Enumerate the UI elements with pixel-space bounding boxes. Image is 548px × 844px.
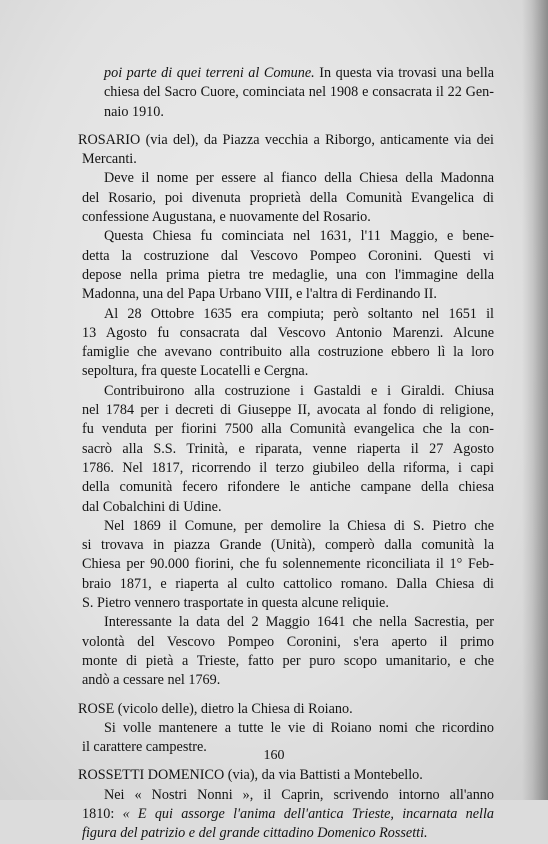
text-line: andò a cessare nel 1769. — [82, 672, 221, 689]
text-line: Mercanti. — [82, 151, 137, 168]
text-line: Chiesa per 90.000 fiorini, che fu solennemente riconciliata il 1° Feb- — [82, 556, 494, 573]
page-text — [0, 64, 548, 844]
quotation-line: figura del patrizio e del grande cittadino Domenico Rossetti. — [82, 825, 428, 842]
entry-heading: ROSSETTI DOMENICO (via), da via Battisti a Montebello. — [78, 767, 423, 784]
text-line: del Rosario, poi divenuta proprietà della Comunità Evangelica di — [82, 189, 494, 206]
text-line: Interessante la data del 2 Maggio 1641 che nella Sacrestia, per — [104, 614, 494, 631]
text-line: Al 28 Ottobre 1635 era compiuta; però soltanto nel 1651 il — [104, 305, 494, 322]
text-line: volontà del Vescovo Pompeo Coronini, s'era aperto il primo — [82, 633, 494, 650]
text-line: Madonna, una del Papa Urbano VIII, e l'altra di Ferdinando II. — [82, 286, 437, 303]
text-line: Si volle mantenere a tutte le vie di Roiano nomi che ricordino — [104, 719, 494, 736]
quotation: « E qui assorge l'anima dell'antica Trieste, incarnata nella — [122, 805, 494, 822]
text-line — [82, 805, 494, 824]
text-line: naio 1910. — [104, 103, 164, 120]
text-line: S. Pietro vennero trasportate in questa alcune reliquie. — [82, 595, 389, 612]
text-line: Nel 1869 il Comune, per demolire la Chiesa di S. Pietro che — [104, 517, 494, 534]
text-line: confessione Augustana, e nuovamente del Rosario. — [82, 209, 371, 226]
text-line: si trovava in piazza Grande (Unità), comperò dalla comunità la — [82, 537, 494, 554]
text-line: detta la costruzione dal Vescovo Pompeo Coronini. Questi vi — [82, 247, 494, 264]
text-line: chiesa del Sacro Cuore, cominciata nel 1908 e consacrata il 22 Gen- — [104, 84, 494, 101]
text-line: dal Cobalchini di Udine. — [82, 498, 222, 515]
text-line: poi parte di quei terreni al Comune. In questa via trovasi una bella — [104, 65, 494, 81]
text-line: monte di pietà a Trieste, fatto per puro scopo umanitario, e che — [82, 652, 494, 669]
continued-entry — [0, 64, 548, 122]
text-line: famiglie che avevano contribuito alla costruzione ebbero lì la loro — [82, 344, 494, 361]
text-line: Contribuirono alla costruzione i Gastaldi e i Giraldi. Chiusa — [104, 382, 494, 399]
text-line: fu venduta per fiorini 7500 alla Comunità evangelica che la con- — [82, 421, 494, 438]
italic-phrase: poi parte di quei terreni al Comune. — [104, 65, 315, 81]
text-line: Deve il nome per essere al fianco della Chiesa della Madonna — [104, 170, 494, 187]
text-line: 1786. Nel 1817, ricorrendo il terzo giubileo della riforma, i capi — [82, 459, 494, 476]
text-line: sacrò alla S.S. Trinità, e riparata, venne riaperta il 27 Agosto — [82, 440, 494, 457]
text-line: Questa Chiesa fu cominciata nel 1631, l'11 Maggio, e bene- — [104, 228, 494, 245]
text-line: sepoltura, fra queste Locatelli e Cergna. — [82, 363, 309, 380]
text-line: nel 1784 per i decreti di Giuseppe II, avocata al fondo di religione, — [82, 402, 494, 419]
text-line: della comunità fecero rifondere le antiche campane della chiesa — [82, 479, 494, 496]
entry-heading: ROSARIO (via del), da Piazza vecchia a Riborgo, anticamente via dei — [78, 131, 494, 148]
text-line: Nei « Nostri Nonni », il Caprin, scrivendo intorno all'anno — [104, 786, 494, 803]
text-line: 13 Agosto fu consacrata dal Vescovo Antonio Marenzi. Alcune — [82, 324, 494, 341]
text-line: il carattere campestre. — [82, 739, 207, 756]
text-line: braio 1871, e riaperta al culto cattolico romano. Dalla Chiesa di — [82, 575, 494, 592]
year-1810: 1810: — [82, 805, 115, 822]
text-line: depose nella prima pietra tre medaglie, una con l'immagine della — [82, 266, 494, 283]
entry-heading: ROSE (vicolo delle), dietro la Chiesa di Roiano. — [78, 700, 353, 717]
page-number: 160 — [263, 748, 285, 763]
entry-rosario — [0, 131, 548, 691]
entry-rossetti — [0, 766, 548, 843]
